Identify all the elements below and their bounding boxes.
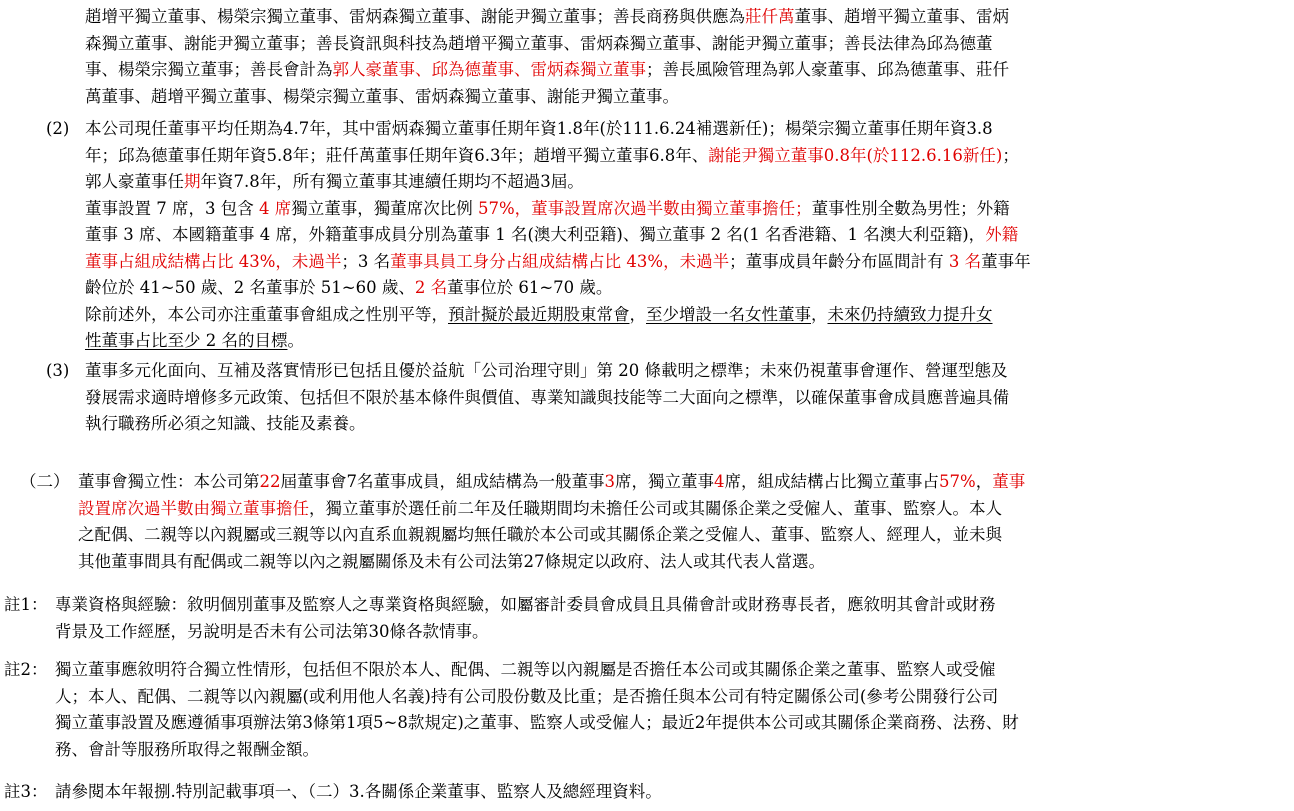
tenure-line-3: 郭人豪董事任期年資7.8年，所有獨立董事其連續任期均不超過3屆。 (85, 172, 584, 191)
independence-line-3: 之配偶、二親等以內親屬或三親等以內直系血親親屬均無任職於本公司或其關係企業之受僱人、董事、監察人、經理人，並未與 (78, 525, 1002, 544)
note-1-line-1: 專業資格與經驗：敘明個別董事及監察人之專業資格與經驗，如屬審計委員會成員且具備會計或財務專長者，應敘明其會計或財務 (55, 595, 996, 614)
tenure-line-2: 年；邱為德董事任期年資5.8年；莊仟萬董事任期年資6.3年；趙增平獨立董事6.8年、謝能尹獨立董事0.8年(於112.6.16新任)； (85, 145, 1019, 165)
composition-line-2: 董事 3 席、本國籍董事 4 席，外籍董事成員分別為董事 1 名(澳大利亞籍)、獨立董事 2 名(1 名香港籍、1 名澳大利亞籍)，外籍 (85, 225, 1019, 244)
note-3-label: 註3： (4, 782, 48, 801)
expertise-paragraph (85, 4, 1009, 110)
independence-line-2: 設置席次過半數由獨立董事擔任，獨立董事於選任前二年及任職期間均未擔任公司或其關係企業之受僱人、董事、監察人。本人 (78, 498, 1002, 518)
note-1-line-2: 背景及工作經歷，另說明是否未有公司法第30條各款情事。 (55, 621, 489, 641)
section-2-number: （二） (20, 472, 70, 491)
note-3-line-1: 請參閱本年報捌.特別記載事項一、（二）3.各關係企業董事、監察人及總經理資料。 (55, 782, 662, 801)
item-2-number: (2) (46, 119, 70, 138)
diversity-paragraph (85, 358, 1009, 438)
expertise-line-3: 事、楊榮宗獨立董事；善長會計為郭人豪董事、邱為德董事、雷炳森獨立董事；善長風險管理為郭人豪董事、邱為德董事、莊仟 (85, 60, 1009, 79)
note-2-line-2: 人；本人、配偶、二親等以內親屬(或利用他人名義)持有公司股份數及比重；是否擔任與本公司有特定關係公司(參考公開發行公司 (55, 686, 999, 706)
diversity-line-2: 發展需求適時增修多元政策、包括但不限於基本條件與價值、專業知識與技能等二大面向之標準，以確保董事會成員應普遍具備 (85, 387, 1009, 407)
note-1-text (55, 592, 996, 645)
tenure-paragraph (85, 116, 1031, 355)
gender-line-1: 除前述外，本公司亦注重董事會組成之性別平等，預計擬於最近期股東常會，至少增設一名女性董事，未來仍持續致力提升女 (85, 304, 993, 324)
independence-paragraph (78, 469, 1025, 575)
note-2-line-4: 務、會計等服務所取得之報酬金額。 (55, 739, 319, 759)
item-3-number: (3) (46, 361, 70, 380)
independence-line-1: 董事會獨立性：本公司第22屆董事會7名董事成員，組成結構為一般董事3席，獨立董事4席，組成結構占比獨立董事占57%，董事 (78, 472, 1026, 491)
composition-line-3: 董事占組成結構占比 43%，未過半；3 名董事具員工身分占組成結構占比 43%，未過半；董事成員年齡分布區間計有 3 名董事年 (85, 251, 1031, 271)
independence-line-4: 其他董事間具有配偶或二親等以內之親屬關係及未有公司法第27條規定以政府、法人或其代表人當選。 (78, 551, 825, 571)
expertise-line-2: 森獨立董事、謝能尹獨立董事；善長資訊與科技為趙增平獨立董事、雷炳森獨立董事、謝能尹獨立董事；善長法律為邱為德董 (85, 33, 993, 53)
diversity-line-1: 董事多元化面向、互補及落實情形已包括且優於益航「公司治理守則」第 20 條載明之標準；未來仍視董事會運作、營運型態及 (85, 361, 1008, 380)
expertise-line-4: 萬董事、趙增平獨立董事、楊榮宗獨立董事、雷炳森獨立董事、謝能尹獨立董事。 (85, 86, 679, 106)
composition-line-1: 董事設置 7 席，3 包含 4 席獨立董事，獨董席次比例 57%，董事設置席次過半數由獨立董事擔任；董事性別全數為男性；外籍 (85, 198, 1010, 218)
note-2-line-3: 獨立董事設置及應遵循事項辦法第3條第1項5~8款規定)之董事、監察人或受僱人；最近2年提供本公司或其關係企業商務、法務、財 (55, 713, 1019, 732)
tenure-line-1: 本公司現任董事平均任期為4.7年，其中雷炳森獨立董事任期年資1.8年(於111.6.24補選新任)；楊榮宗獨立董事任期年資3.8 (85, 119, 993, 138)
gender-line-2: 性董事占比至少 2 名的目標。 (85, 331, 304, 350)
expertise-line-1: 趙增平獨立董事、楊榮宗獨立董事、雷炳森獨立董事、謝能尹獨立董事；善長商務與供應為莊仟萬董事、趙增平獨立董事、雷炳 (85, 7, 1009, 26)
note-2-label: 註2： (4, 660, 48, 679)
note-1-label: 註1： (4, 595, 48, 614)
composition-line-4: 齡位於 41~50 歲、2 名董事於 51~60 歲、2 名董事位於 61~70 歲。 (85, 278, 613, 297)
note-2-text (55, 657, 1019, 763)
diversity-line-3: 執行職務所必須之知識、技能及素養。 (85, 414, 366, 433)
note-2-line-1: 獨立董事應敘明符合獨立性情形，包括但不限於本人、配偶、二親等以內親屬是否擔任本公司或其關係企業之董事、監察人或受僱 (55, 660, 996, 679)
note-3-text (55, 779, 662, 806)
